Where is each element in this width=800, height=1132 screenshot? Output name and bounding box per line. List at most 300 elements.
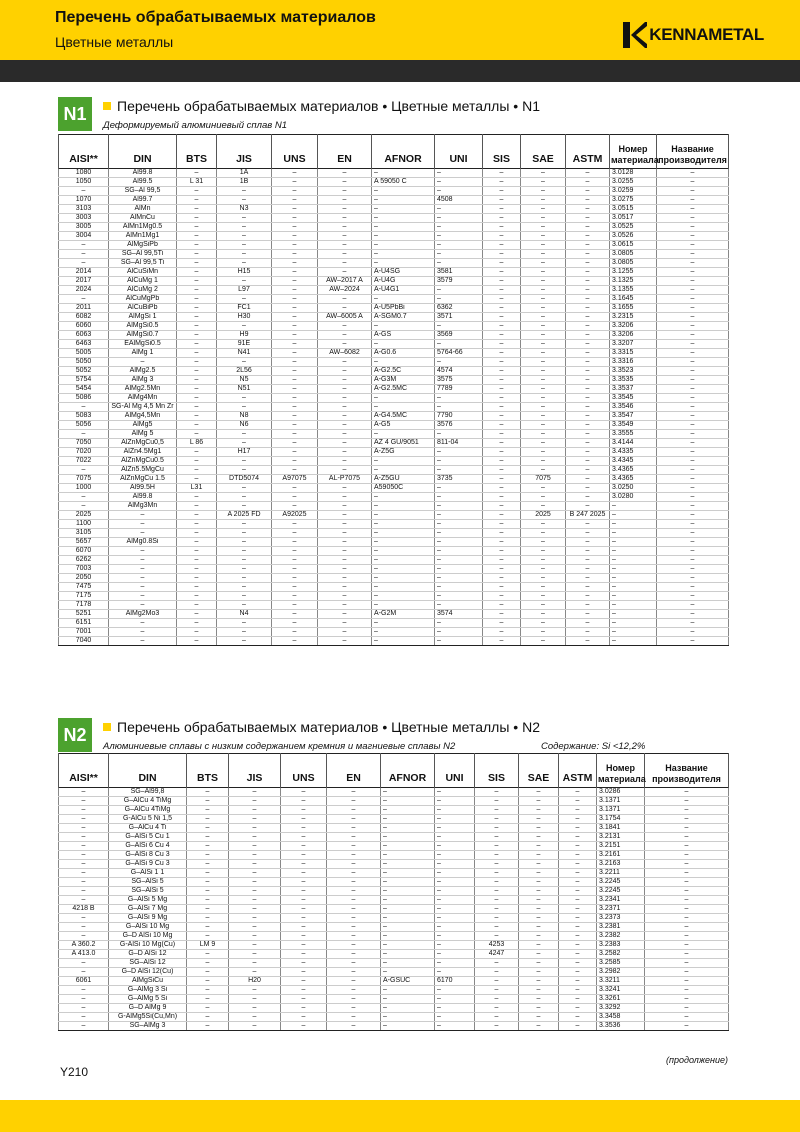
table-cell: 7050 (59, 439, 109, 448)
table-row (59, 547, 729, 556)
table-cell: – (657, 466, 729, 475)
table-cell: – (559, 797, 597, 806)
table-cell: 6060 (59, 322, 109, 331)
table-row (59, 941, 729, 950)
table-cell: – (435, 860, 475, 869)
table-cell: – (483, 286, 521, 295)
table-cell: – (657, 511, 729, 520)
table-cell: 3.2131 (597, 833, 645, 842)
table-cell: – (318, 403, 372, 412)
table-cell: – (483, 187, 521, 196)
table-cell: – (187, 905, 229, 914)
table-cell: – (217, 358, 272, 367)
table-cell: A-Z5GU (372, 475, 435, 484)
table-row (59, 896, 729, 905)
table-cell: – (566, 232, 610, 241)
table-cell: – (372, 556, 435, 565)
table-cell: – (566, 385, 610, 394)
table-cell: – (483, 367, 521, 376)
table-cell: – (559, 1004, 597, 1013)
table-cell: – (229, 851, 281, 860)
table-row (59, 1013, 729, 1022)
table-cell: – (657, 556, 729, 565)
table-row (59, 1004, 729, 1013)
table-cell: – (521, 574, 566, 583)
table-cell: – (59, 1004, 109, 1013)
table-cell: 4218 B (59, 905, 109, 914)
table-cell: – (217, 574, 272, 583)
table-cell: – (610, 547, 657, 556)
table-cell: AW–2024 (318, 286, 372, 295)
table-cell: – (59, 824, 109, 833)
table-cell: – (272, 349, 318, 358)
table-cell: – (177, 529, 217, 538)
table-cell: – (272, 448, 318, 457)
table-cell: – (272, 241, 318, 250)
table-cell: – (109, 583, 177, 592)
table-cell: – (217, 295, 272, 304)
table-cell: – (217, 394, 272, 403)
table-cell: – (657, 565, 729, 574)
table-cell: A-GSUC (381, 977, 435, 986)
table-cell: – (177, 367, 217, 376)
table-cell: – (566, 457, 610, 466)
table-cell: – (521, 439, 566, 448)
table-cell: L 86 (177, 439, 217, 448)
table-cell: – (177, 547, 217, 556)
table-cell: – (318, 241, 372, 250)
page-title: Перечень обрабатываемых материалов (55, 9, 376, 26)
table-cell: – (177, 628, 217, 637)
table-cell: – (187, 959, 229, 968)
table-cell: – (381, 1013, 435, 1022)
table-cell: – (272, 466, 318, 475)
table-cell: – (177, 556, 217, 565)
section-title-n1-text: Перечень обрабатываемых материалов • Цветные металлы • N1 (117, 98, 540, 114)
table-cell: – (566, 214, 610, 223)
table-cell: – (483, 340, 521, 349)
table-cell: 7075 (521, 475, 566, 484)
table-cell: 3.4335 (610, 448, 657, 457)
table-cell: – (109, 358, 177, 367)
table-cell: – (217, 637, 272, 646)
table-cell: – (281, 1022, 327, 1031)
table-row (59, 520, 729, 529)
table-row (59, 385, 729, 394)
table-cell: – (657, 610, 729, 619)
table-row (59, 601, 729, 610)
table-cell: SG-Al Mg 4,5 Mn Zr (109, 403, 177, 412)
table-cell: 1070 (59, 196, 109, 205)
column-header: UNI (435, 754, 475, 788)
column-header: SAE (519, 754, 559, 788)
table-cell: – (435, 878, 475, 887)
table-row (59, 995, 729, 1004)
table-cell: A97075 (272, 475, 318, 484)
table-cell: – (229, 1013, 281, 1022)
table-cell: – (519, 950, 559, 959)
table-cell: 3.1645 (610, 295, 657, 304)
table-cell: 3.2373 (597, 914, 645, 923)
table-cell: – (229, 797, 281, 806)
table-cell: 3.3537 (610, 385, 657, 394)
table-row (59, 905, 729, 914)
table-cell: – (187, 932, 229, 941)
table-cell: – (521, 331, 566, 340)
table-row (59, 869, 729, 878)
table-cell: – (475, 851, 519, 860)
table-cell: – (566, 403, 610, 412)
table-cell: – (187, 851, 229, 860)
table-cell: 3.0805 (610, 259, 657, 268)
table-cell: 6170 (435, 977, 475, 986)
table-cell: AlMnCu (109, 214, 177, 223)
table-row (59, 412, 729, 421)
table-cell: – (177, 232, 217, 241)
table-cell: – (435, 815, 475, 824)
table-cell: – (657, 376, 729, 385)
table-cell: – (229, 968, 281, 977)
table-cell: – (435, 241, 483, 250)
table-cell: – (657, 619, 729, 628)
table-cell: 3.3206 (610, 331, 657, 340)
table-cell: – (318, 178, 372, 187)
table-cell: – (177, 376, 217, 385)
table-cell: – (645, 1013, 729, 1022)
table-cell: – (217, 403, 272, 412)
table-cell: – (229, 986, 281, 995)
table-cell: – (475, 869, 519, 878)
table-cell: – (483, 493, 521, 502)
table-cell: – (483, 628, 521, 637)
table-cell: 7001 (59, 628, 109, 637)
table-cell: – (327, 959, 381, 968)
table-cell: – (318, 457, 372, 466)
table-cell: 3.2161 (597, 851, 645, 860)
table-row (59, 484, 729, 493)
table-cell: – (566, 250, 610, 259)
table-cell: SG–AlSi 12 (109, 959, 187, 968)
table-cell: – (272, 178, 318, 187)
table-cell: 3.2245 (597, 878, 645, 887)
table-row (59, 259, 729, 268)
table-cell: A-U4G1 (372, 286, 435, 295)
table-cell: Al99.8 (109, 493, 177, 502)
table-cell: – (59, 815, 109, 824)
table-cell: 6262 (59, 556, 109, 565)
section-subtitle-n2: Алюминиевые сплавы с низким содержанием кремния и магниевые сплавы N2 (103, 741, 456, 752)
table-cell: – (521, 178, 566, 187)
table-cell: – (610, 637, 657, 646)
table-cell: – (483, 169, 521, 178)
table-cell: – (566, 610, 610, 619)
table-cell: – (657, 574, 729, 583)
table-cell: – (372, 241, 435, 250)
column-header: ASTM (559, 754, 597, 788)
table-cell: 3.0526 (610, 232, 657, 241)
table-cell: 3574 (435, 610, 483, 619)
table-cell: – (435, 637, 483, 646)
table-cell: – (217, 196, 272, 205)
table-cell: – (435, 466, 483, 475)
table-cell: 3.4365 (610, 466, 657, 475)
table-cell: – (435, 169, 483, 178)
table-cell: G–D AlSi 12 (109, 950, 187, 959)
table-cell: – (59, 241, 109, 250)
table-cell: 3.1754 (597, 815, 645, 824)
table-cell: – (521, 421, 566, 430)
table-cell: – (657, 349, 729, 358)
table-row (59, 178, 729, 187)
table-cell: – (521, 592, 566, 601)
table-cell: – (327, 869, 381, 878)
table-cell: – (272, 403, 318, 412)
table-cell: – (435, 941, 475, 950)
table-cell: AlZnMgCu 1.5 (109, 475, 177, 484)
table-cell: 3.2383 (597, 941, 645, 950)
table-cell: – (281, 968, 327, 977)
table-cell: – (381, 1004, 435, 1013)
table-cell: 5251 (59, 610, 109, 619)
table-cell: A-G2.5MC (372, 385, 435, 394)
table-cell: – (475, 977, 519, 986)
table-cell: 7075 (59, 475, 109, 484)
table-cell: – (435, 1022, 475, 1031)
table-cell: – (435, 457, 483, 466)
table-cell: – (483, 565, 521, 574)
table-cell: – (217, 529, 272, 538)
table-cell: – (657, 214, 729, 223)
table-cell: A-GS (372, 331, 435, 340)
table-cell: – (187, 986, 229, 995)
column-header: JIS (217, 135, 272, 169)
table-cell: – (372, 538, 435, 547)
table-cell: – (272, 502, 318, 511)
table-cell: 7003 (59, 565, 109, 574)
table-cell: – (272, 457, 318, 466)
table-row (59, 322, 729, 331)
table-cell: AlMn1Mg1 (109, 232, 177, 241)
table-cell: – (327, 923, 381, 932)
table-cell: – (435, 959, 475, 968)
table-cell: – (318, 421, 372, 430)
table-cell: AlMn1Mg0.5 (109, 223, 177, 232)
section-title-n2-text: Перечень обрабатываемых материалов • Цветные металлы • N2 (117, 719, 540, 735)
table-cell: – (59, 797, 109, 806)
table-cell: – (521, 286, 566, 295)
table-cell: – (435, 214, 483, 223)
column-header: BTS (187, 754, 229, 788)
page-subtitle: Цветные металлы (55, 34, 174, 50)
table-cell: 3003 (59, 214, 109, 223)
table-cell: G–AlSi 5 Mg (109, 896, 187, 905)
table-cell: – (327, 968, 381, 977)
table-cell: – (657, 223, 729, 232)
table-row (59, 824, 729, 833)
table-cell: – (435, 178, 483, 187)
table-cell: – (327, 887, 381, 896)
table-cell: – (657, 277, 729, 286)
table-cell: – (318, 412, 372, 421)
table-cell: 6362 (435, 304, 483, 313)
column-header: AFNOR (381, 754, 435, 788)
table-cell: – (272, 520, 318, 529)
table-cell: – (519, 842, 559, 851)
table-cell: – (177, 349, 217, 358)
table-cell: – (281, 959, 327, 968)
table-cell: – (475, 995, 519, 1004)
table-cell: – (372, 511, 435, 520)
table-cell: – (610, 511, 657, 520)
table-cell: – (610, 502, 657, 511)
table-cell: – (281, 977, 327, 986)
table-cell: – (272, 187, 318, 196)
column-header: SIS (483, 135, 521, 169)
table-cell: – (483, 403, 521, 412)
table-cell: 3581 (435, 268, 483, 277)
table-cell: – (483, 196, 521, 205)
table-cell: – (217, 601, 272, 610)
table-cell: 3105 (59, 529, 109, 538)
table-cell: – (645, 914, 729, 923)
table-cell: – (272, 169, 318, 178)
table-cell: – (566, 556, 610, 565)
table-cell: Al99.5 (109, 178, 177, 187)
table-cell: N51 (217, 385, 272, 394)
table-row (59, 815, 729, 824)
table-cell: – (559, 1022, 597, 1031)
table-cell: – (59, 878, 109, 887)
table-cell: – (521, 403, 566, 412)
table-cell: – (645, 1022, 729, 1031)
table-cell: – (229, 788, 281, 797)
table-cell: – (566, 295, 610, 304)
table-cell: – (327, 995, 381, 1004)
table-cell: 5764-66 (435, 349, 483, 358)
table-row (59, 466, 729, 475)
table-cell: 3.3207 (610, 340, 657, 349)
table-cell: – (521, 430, 566, 439)
table-cell: 3.3316 (610, 358, 657, 367)
table-cell: – (59, 493, 109, 502)
table-cell: – (645, 806, 729, 815)
table-cell: – (229, 824, 281, 833)
table-cell: – (177, 583, 217, 592)
table-cell: – (435, 448, 483, 457)
table-cell: – (521, 322, 566, 331)
table-cell: – (483, 277, 521, 286)
table-cell: – (657, 367, 729, 376)
table-cell: – (327, 806, 381, 815)
table-cell: – (566, 439, 610, 448)
table-cell: – (272, 538, 318, 547)
table-cell: – (272, 628, 318, 637)
table-cell: – (177, 457, 217, 466)
table-cell: Al99.5H (109, 484, 177, 493)
table-cell: – (381, 923, 435, 932)
table-cell: 2025 (59, 511, 109, 520)
table-cell: – (519, 1013, 559, 1022)
table-cell: – (272, 313, 318, 322)
table-cell: – (435, 223, 483, 232)
table-cell: – (521, 466, 566, 475)
table-cell: 3.3536 (597, 1022, 645, 1031)
table-cell: – (483, 394, 521, 403)
table-cell: – (381, 959, 435, 968)
section-title-n1 (103, 98, 540, 114)
table-cell: AlMgSiPb (109, 241, 177, 250)
table-cell: AlMg2.5Mn (109, 385, 177, 394)
header-bar (0, 60, 800, 82)
table-cell: N5 (217, 376, 272, 385)
table-cell: – (281, 797, 327, 806)
table-cell: – (59, 986, 109, 995)
table-cell: – (435, 358, 483, 367)
table-cell: – (318, 637, 372, 646)
table-cell: – (521, 187, 566, 196)
table-row (59, 403, 729, 412)
table-cell: – (435, 520, 483, 529)
table-cell: – (318, 304, 372, 313)
table-cell: – (229, 905, 281, 914)
table-cell: – (566, 412, 610, 421)
table-cell: – (483, 178, 521, 187)
table-cell: – (657, 484, 729, 493)
table-cell: – (281, 896, 327, 905)
table-cell: – (475, 860, 519, 869)
table-cell: – (217, 466, 272, 475)
table-cell: – (272, 430, 318, 439)
table-cell: – (59, 869, 109, 878)
table-cell: – (272, 439, 318, 448)
table-cell: 3.1371 (597, 797, 645, 806)
table-cell: – (657, 421, 729, 430)
table-cell: – (318, 295, 372, 304)
table-cell: – (177, 169, 217, 178)
table-cell: – (657, 178, 729, 187)
table-cell: – (109, 547, 177, 556)
table-cell: – (610, 610, 657, 619)
table-cell: – (566, 592, 610, 601)
table-cell: – (177, 250, 217, 259)
table-cell: H30 (217, 313, 272, 322)
table-cell: – (177, 205, 217, 214)
table-cell: A 413.0 (59, 950, 109, 959)
table-cell: 2014 (59, 268, 109, 277)
table-cell: – (229, 806, 281, 815)
table-cell: – (372, 340, 435, 349)
table-cell: – (327, 842, 381, 851)
table-cell: G–D AlSi 12(Cu) (109, 968, 187, 977)
table-cell: – (109, 628, 177, 637)
table-row (59, 583, 729, 592)
table-cell: 6063 (59, 331, 109, 340)
table-cell: 3.3315 (610, 349, 657, 358)
table-cell: – (229, 869, 281, 878)
table-cell: – (187, 914, 229, 923)
table-cell: – (177, 277, 217, 286)
table-cell: – (281, 815, 327, 824)
table-cell: – (59, 806, 109, 815)
table-cell: AlMgSi0.7 (109, 331, 177, 340)
table-cell: – (521, 376, 566, 385)
table-cell: – (435, 1004, 475, 1013)
table-cell: – (318, 511, 372, 520)
table-cell: – (657, 493, 729, 502)
table-row (59, 169, 729, 178)
table-cell: – (272, 268, 318, 277)
table-cell: – (187, 968, 229, 977)
